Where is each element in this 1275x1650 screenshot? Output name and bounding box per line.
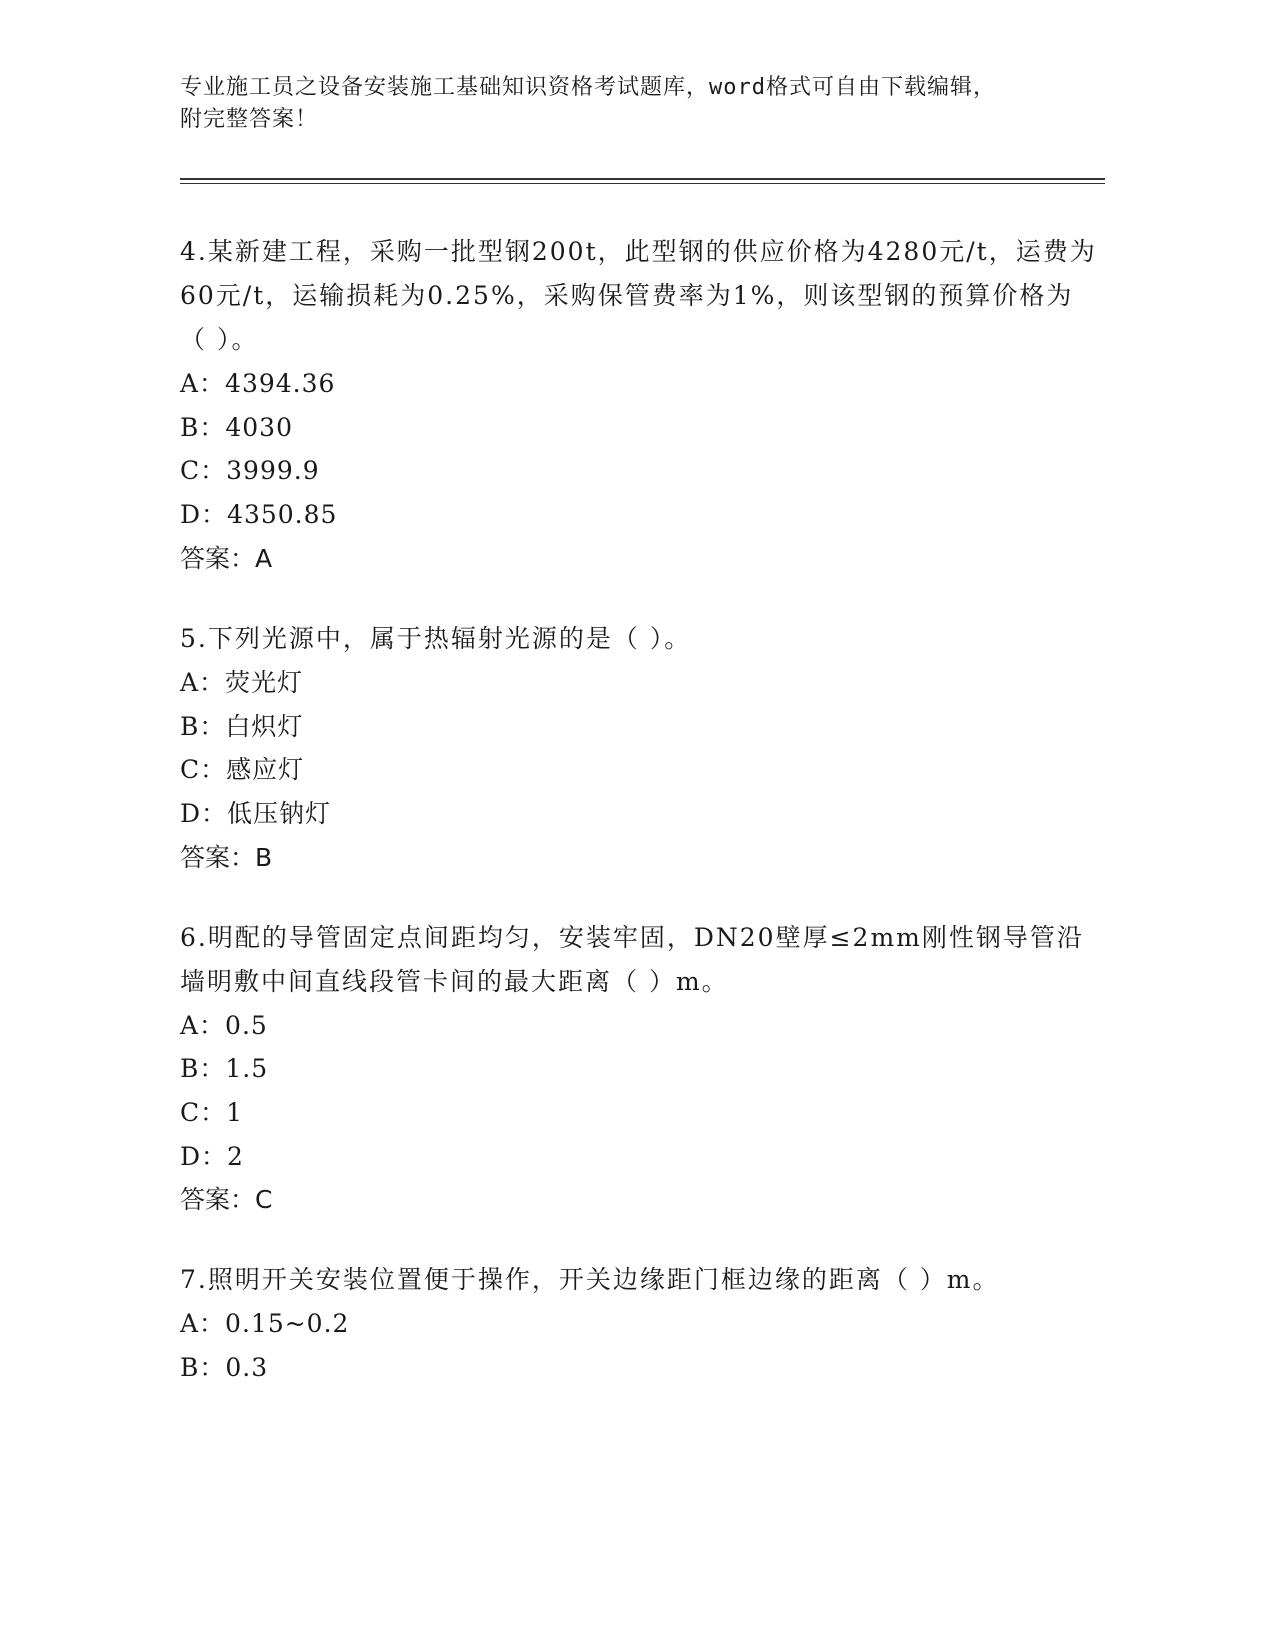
- option-b: B：1.5: [180, 1054, 269, 1084]
- question-5: [180, 617, 1100, 880]
- question-stem: 7.照明开关安装位置便于操作，开关边缘距门框边缘的距离（ ）m。: [180, 1265, 1000, 1295]
- option-b: B：4030: [180, 412, 293, 442]
- option-a: A：0.5: [180, 1010, 268, 1040]
- header-divider-thick: [180, 178, 1105, 180]
- option-b: B：白炽灯: [180, 711, 304, 741]
- answer-line: 答案：C: [180, 1185, 273, 1215]
- option-a: A：0.15~0.2: [180, 1309, 350, 1339]
- option-c: C：3999.9: [180, 456, 320, 486]
- option-a: A：荧光灯: [180, 667, 304, 697]
- header-line-1: 专业施工员之设备安装施工基础知识资格考试题库，word格式可自由下载编辑，: [180, 75, 996, 100]
- option-d: D：4350.85: [180, 500, 338, 530]
- question-6: [180, 916, 1100, 1223]
- question-list: [180, 230, 1100, 1426]
- option-a: A：4394.36: [180, 369, 336, 398]
- option-c: C：感应灯: [180, 755, 305, 785]
- header-line-2: 附完整答案！: [180, 107, 319, 132]
- option-d: D：低压钠灯: [180, 798, 332, 828]
- question-stem: 6.明配的导管固定点间距均匀，安装牢固，DN20壁厚≤2mm刚性钢导管沿墙明敷中间直线段管卡间的最大距离（ ）m。: [180, 922, 1084, 996]
- option-d: D：2: [180, 1141, 244, 1171]
- question-4: [180, 230, 1100, 581]
- answer-line: 答案：A: [180, 543, 273, 573]
- option-c: C：1: [180, 1098, 244, 1128]
- document-header: [180, 72, 1100, 136]
- option-b: B：0.3: [180, 1353, 269, 1383]
- header-divider-thin: [180, 183, 1105, 184]
- question-7: [180, 1258, 1100, 1389]
- question-stem: 4.某新建工程，采购一批型钢200t，此型钢的供应价格为4280元/t，运费为60元/t，运输损耗为0.25%，采购保管费率为1%，则该型钢的预算价格为（ ）。: [180, 237, 1097, 354]
- answer-line: 答案：B: [180, 842, 273, 872]
- question-stem: 5.下列光源中，属于热辐射光源的是（ ）。: [180, 623, 692, 653]
